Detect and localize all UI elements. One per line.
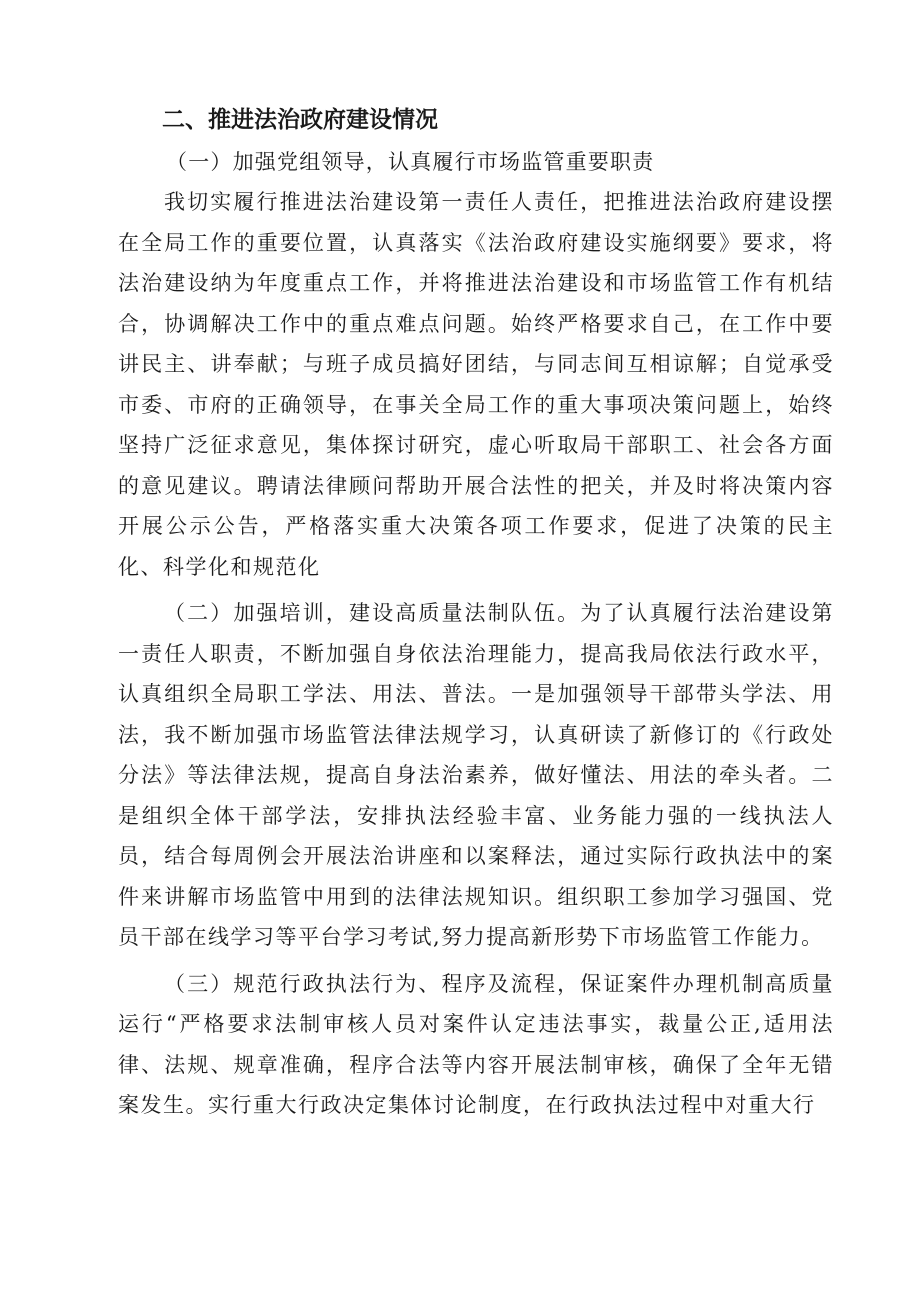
- paragraph-3: （三）规范行政执法行为、程序及流程，保证案件办理机制高质量运行“严格要求法制审核人员对案件认定违法事实，裁量公正,适用法律、法规、规章准确，程序合法等内容开展法制审核，确保了全年无错案发生。实行重大行政决定集体讨论制度，在行政执法过程中对重大行: [118, 971, 834, 1117]
- document-body: [118, 98, 834, 1126]
- subsection-heading-1: （一）加强党组领导，认真履行市场监管重要职责: [166, 150, 655, 174]
- paragraph-1: 我切实履行推进法治建设第一责任人责任，把推进法治政府建设摆在全局工作的重要位置，认真落实《法治政府建设实施纲要》要求，将法治建设纳为年度重点工作，并将推进法治建设和市场监管工作有机结合，协调解决工作中的重点难点问题。始终严格要求自己，在工作中要讲民主、讲奉献；与班子成员搞好团结，与同志间互相谅解；自觉承受市委、市府的正确领导，在事关全局工作的重大事项决策问题上，始终坚持广泛征求意见，集体探讨研究，虚心听取局干部职工、社会各方面的意见建议。聘请法律顾问帮助开展合法性的把关，并及时将决策内容开展公示公告，严格落实重大决策各项工作要求，促进了决策的民主化、科学化和规范化: [118, 190, 834, 579]
- paragraph-2: （二）加强培训，建设高质量法制队伍。为了认真履行法治建设第一责任人职责，不断加强自身依法治理能力，提高我局依法行政水平，认真组织全局职工学法、用法、普法。一是加强领导干部带头学法、用法，我不断加强市场监管法律法规学习，认真研读了新修订的《行政处分法》等法律法规，提高自身法治素养，做好懂法、用法的牵头者。二是组织全体干部学法，安排执法经验丰富、业务能力强的一线执法人员，结合每周例会开展法治讲座和以案释法，通过实际行政执法中的案件来讲解市场监管中用到的法律法规知识。组织职工参加学习强国、党员干部在线学习等平台学习考试,努力提高新形势下市场监管工作能力。: [118, 601, 834, 949]
- section-heading: 二、推进法治政府建设情况: [162, 107, 438, 133]
